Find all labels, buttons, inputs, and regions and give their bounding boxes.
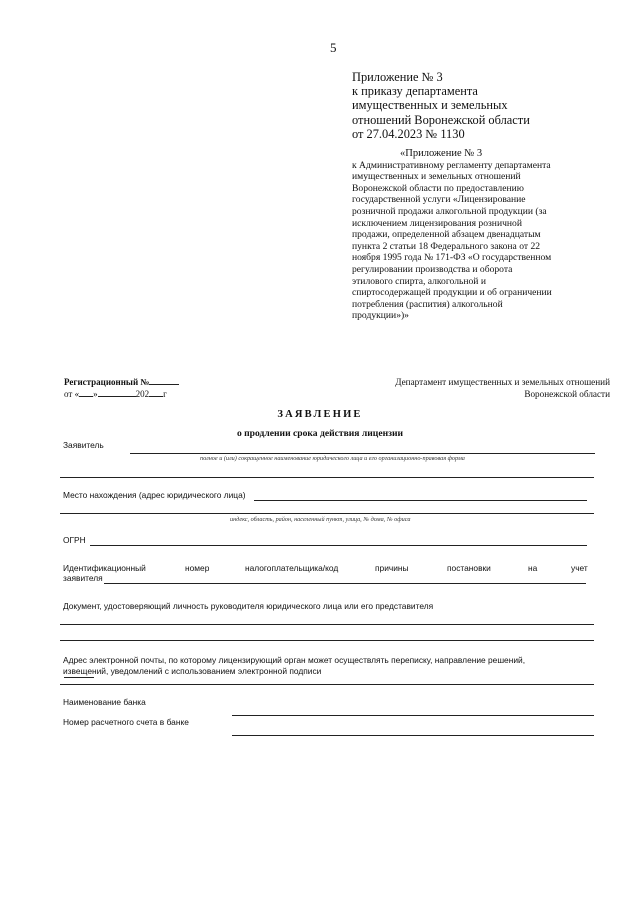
appendix-regulation-line: ноября 1995 года № 171-ФЗ «О государственном — [352, 252, 552, 264]
date-month-field[interactable] — [98, 396, 136, 397]
bank-field[interactable] — [232, 715, 594, 716]
appendix-regulation-line: спиртосодержащей продукции и об ограничении — [352, 287, 552, 299]
date-prefix: от « — [64, 389, 80, 399]
appendix-header — [352, 70, 530, 141]
inn-label-word: причины — [375, 563, 409, 573]
registration-number-label: Регистрационный № — [64, 377, 150, 387]
email-field[interactable] — [60, 684, 594, 685]
appendix-regulation-line: регулировании производства и оборота — [352, 263, 513, 275]
account-field[interactable] — [232, 735, 594, 736]
applicant-field-continuation[interactable] — [60, 477, 594, 478]
date-year-field[interactable] — [149, 396, 163, 397]
inn-label-line2: заявителя — [63, 573, 103, 583]
date-mid: » — [93, 389, 98, 399]
inn-field[interactable] — [104, 583, 586, 584]
inn-label-word: учет — [571, 563, 588, 573]
ogrn-label: ОГРН — [63, 535, 86, 545]
form-subtitle: о продлении срока действия лицензии — [236, 428, 404, 439]
department-block — [382, 376, 610, 400]
location-field-continuation[interactable] — [60, 513, 594, 514]
appendix-regulation-line: этилового спирта, алкогольной и — [352, 275, 486, 287]
appendix-regulation-line: исключением лицензирования розничной — [352, 217, 522, 229]
account-label: Номер расчетного счета в банке — [63, 717, 189, 727]
appendix-regulation-line: продажи, определенной абзацем двенадцатым — [352, 229, 541, 241]
inn-label-word: Идентификационный — [63, 563, 146, 573]
appendix-header-line: имущественных и земельных — [352, 98, 508, 113]
registration-block — [64, 376, 179, 400]
department-line: Воронежской области — [524, 389, 610, 399]
appendix-regulation-line: продукции»)» — [352, 310, 409, 322]
appendix-regulation-line: «Приложение № 3 — [400, 148, 483, 159]
applicant-label: Заявитель — [63, 440, 104, 450]
appendix-regulation-line: имущественных и земельных отношений — [352, 171, 521, 183]
ogrn-field[interactable] — [90, 545, 587, 546]
location-hint: индекс, область, район, населенный пункт, улица, № дома, № офиса — [230, 516, 411, 523]
bank-label: Наименование банка — [63, 697, 146, 707]
location-label: Место нахождения (адрес юридического лица) — [63, 490, 246, 500]
date-suffix: г — [163, 389, 167, 399]
form-title: ЗАЯВЛЕНИЕ — [277, 409, 363, 420]
appendix-regulation-line: к Административному регламенту департамента — [352, 159, 551, 171]
appendix-header-line: отношений Воронежской области — [352, 112, 530, 127]
inn-label-word: на — [528, 563, 538, 573]
department-line: Департамент имущественных и земельных отношений — [395, 377, 610, 387]
location-field[interactable] — [254, 500, 587, 501]
appendix-regulation-line: потребления (распития) алкогольной — [352, 298, 503, 310]
appendix-regulation-line: Воронежской области по предоставлению — [352, 182, 524, 194]
inn-label-word: налогоплательщика/код — [245, 563, 339, 573]
document-field[interactable] — [60, 624, 594, 625]
applicant-hint: полное и (или) сокращенное наименование юридического лица и его организационно-правовая форма — [200, 455, 465, 462]
appendix-regulation — [352, 148, 552, 322]
document-field-continuation[interactable] — [60, 640, 594, 641]
document-label: Документ, удостоверяющий личность руководителя юридического лица или его представителя — [63, 601, 434, 611]
appendix-regulation-line: государственной услуги «Лицензирование — [352, 194, 526, 206]
date-day-field[interactable] — [79, 396, 93, 397]
appendix-header-line: от 27.04.2023 № 1130 — [352, 126, 465, 141]
applicant-field[interactable] — [130, 453, 595, 454]
inn-label-word: постановки — [447, 563, 491, 573]
appendix-regulation-line: пункта 2 статьи 18 Федерального закона от 22 — [352, 240, 541, 252]
email-field-short[interactable] — [64, 677, 94, 678]
date-year: 202 — [135, 389, 150, 399]
appendix-header-line: Приложение № 3 — [352, 70, 443, 84]
appendix-header-line: к приказу департамента — [352, 84, 478, 99]
page-number: 5 — [330, 40, 337, 55]
inn-label-word: номер — [185, 563, 210, 573]
registration-number-field[interactable] — [149, 384, 179, 385]
email-label: Адрес электронной почты, по которому лицензирующий орган может осуществлять переписку, направление решений, — [63, 655, 526, 665]
appendix-regulation-line: розничной продажи алкогольной продукции (за — [352, 205, 547, 217]
email-label: извещений, уведомлений с использованием электронной подписи — [63, 666, 322, 676]
